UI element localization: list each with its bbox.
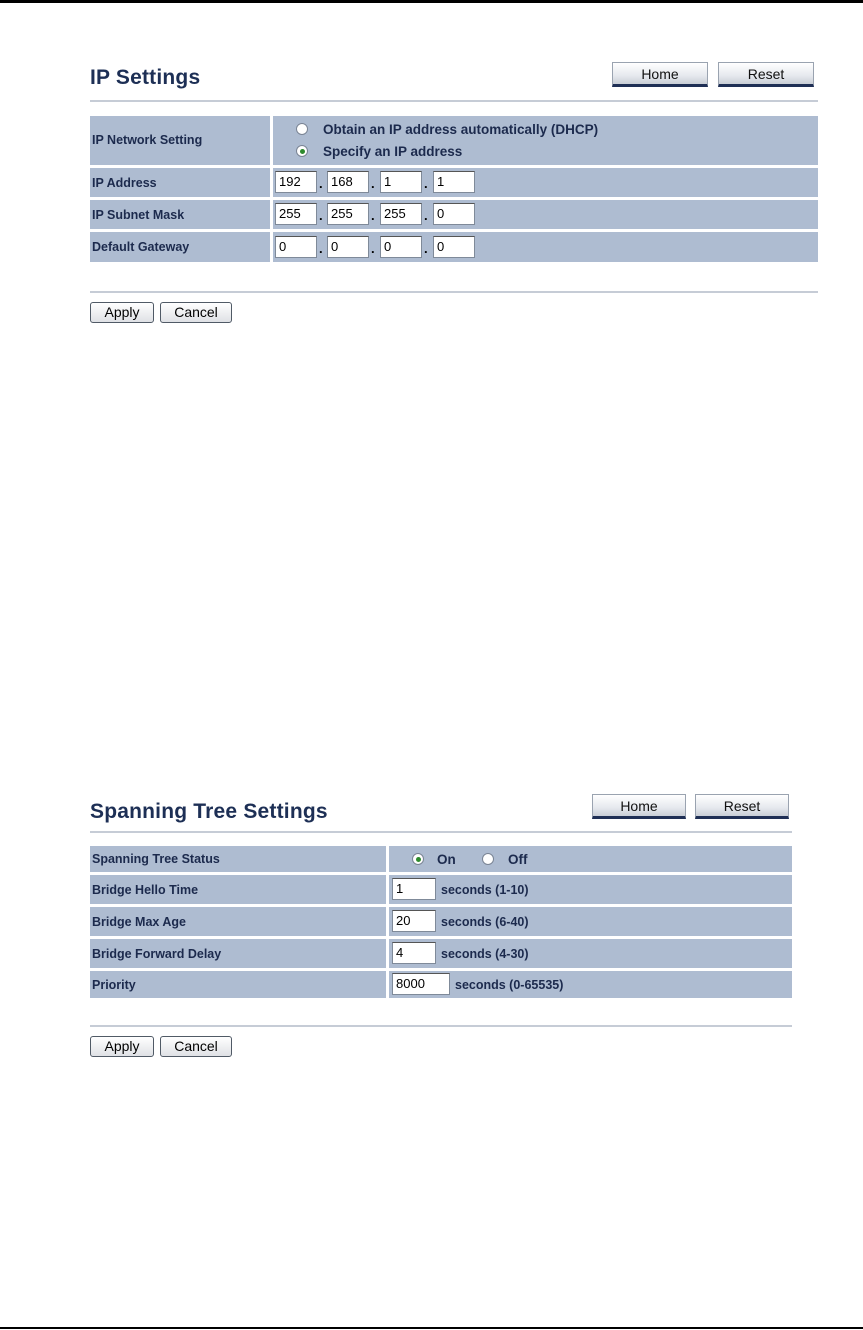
priority-input[interactable]: 8000 bbox=[392, 973, 450, 995]
bridge-hello-time-label: Bridge Hello Time bbox=[92, 883, 199, 897]
spanning-tree-status-label: Spanning Tree Status bbox=[92, 852, 220, 866]
apply-button[interactable]: Apply bbox=[90, 1036, 154, 1057]
subnet-mask-octet-4[interactable]: 0 bbox=[433, 203, 475, 225]
octet-separator: . bbox=[371, 176, 375, 191]
octet-separator: . bbox=[319, 176, 323, 191]
stp-off-label: Off bbox=[508, 852, 528, 867]
table-row bbox=[90, 971, 792, 998]
gateway-octet-3[interactable]: 0 bbox=[380, 236, 422, 258]
max-age-input[interactable]: 20 bbox=[392, 910, 436, 932]
ip-network-setting-label: IP Network Setting bbox=[92, 133, 203, 147]
column-divider bbox=[270, 168, 273, 197]
stp-on-label: On bbox=[437, 852, 456, 867]
bridge-forward-delay-label: Bridge Forward Delay bbox=[92, 947, 222, 961]
page-title: IP Settings bbox=[90, 66, 201, 89]
stp-on-radio[interactable] bbox=[412, 853, 424, 865]
ip-settings-panel bbox=[90, 62, 818, 327]
octet-separator: . bbox=[371, 208, 375, 223]
column-divider bbox=[386, 846, 389, 872]
table-row bbox=[90, 116, 818, 165]
cancel-button[interactable]: Cancel bbox=[160, 302, 232, 323]
column-divider bbox=[386, 907, 389, 936]
cancel-button[interactable]: Cancel bbox=[160, 1036, 232, 1057]
subnet-mask-octet-1[interactable]: 255 bbox=[275, 203, 317, 225]
column-divider bbox=[270, 116, 273, 165]
ip-address-octet-4[interactable]: 1 bbox=[433, 171, 475, 193]
octet-separator: . bbox=[371, 241, 375, 256]
ip-settings-table bbox=[90, 116, 818, 264]
reset-button[interactable]: Reset bbox=[718, 62, 814, 87]
reset-button[interactable]: Reset bbox=[695, 794, 789, 819]
dhcp-option-label: Obtain an IP address automatically (DHCP) bbox=[323, 122, 599, 137]
table-row bbox=[90, 875, 792, 904]
stp-off-radio[interactable] bbox=[482, 853, 494, 865]
page-title: Spanning Tree Settings bbox=[90, 800, 328, 823]
column-divider bbox=[386, 939, 389, 968]
table-row bbox=[90, 846, 792, 872]
column-divider bbox=[270, 200, 273, 229]
table-row bbox=[90, 939, 792, 968]
static-ip-radio[interactable] bbox=[296, 145, 308, 157]
dhcp-radio[interactable] bbox=[296, 123, 308, 135]
octet-separator: . bbox=[319, 241, 323, 256]
spanning-tree-table bbox=[90, 846, 792, 998]
column-divider bbox=[386, 971, 389, 998]
home-button[interactable]: Home bbox=[592, 794, 686, 819]
default-gateway-label: Default Gateway bbox=[92, 240, 190, 254]
ip-address-octet-3[interactable]: 1 bbox=[380, 171, 422, 193]
ip-address-octet-2[interactable]: 168 bbox=[327, 171, 369, 193]
page-top-rule bbox=[0, 0, 863, 3]
subnet-mask-octet-3[interactable]: 255 bbox=[380, 203, 422, 225]
spanning-tree-panel bbox=[90, 794, 792, 1064]
home-button[interactable]: Home bbox=[612, 62, 708, 87]
gateway-octet-1[interactable]: 0 bbox=[275, 236, 317, 258]
priority-label: Priority bbox=[92, 978, 136, 992]
octet-separator: . bbox=[424, 176, 428, 191]
forward-delay-input[interactable]: 4 bbox=[392, 942, 436, 964]
static-ip-option-label: Specify an IP address bbox=[323, 144, 463, 159]
footer-divider bbox=[90, 1025, 792, 1027]
max-age-unit: seconds (6-40) bbox=[441, 915, 529, 929]
table-row bbox=[90, 232, 818, 262]
table-row bbox=[90, 200, 818, 229]
subnet-mask-label: IP Subnet Mask bbox=[92, 208, 185, 222]
title-divider bbox=[90, 100, 818, 102]
gateway-octet-2[interactable]: 0 bbox=[327, 236, 369, 258]
subnet-mask-octet-2[interactable]: 255 bbox=[327, 203, 369, 225]
column-divider bbox=[386, 875, 389, 904]
octet-separator: . bbox=[424, 208, 428, 223]
ip-address-label: IP Address bbox=[92, 176, 157, 190]
footer-divider bbox=[90, 291, 818, 293]
table-row bbox=[90, 168, 818, 197]
ip-address-octet-1[interactable]: 192 bbox=[275, 171, 317, 193]
table-row bbox=[90, 907, 792, 936]
octet-separator: . bbox=[319, 208, 323, 223]
forward-delay-unit: seconds (4-30) bbox=[441, 947, 529, 961]
apply-button[interactable]: Apply bbox=[90, 302, 154, 323]
page-bottom-rule bbox=[0, 1327, 863, 1329]
column-divider bbox=[270, 232, 273, 262]
title-divider bbox=[90, 831, 792, 833]
gateway-octet-4[interactable]: 0 bbox=[433, 236, 475, 258]
priority-unit: seconds (0-65535) bbox=[455, 978, 564, 992]
hello-time-unit: seconds (1-10) bbox=[441, 883, 529, 897]
bridge-max-age-label: Bridge Max Age bbox=[92, 915, 187, 929]
hello-time-input[interactable]: 1 bbox=[392, 878, 436, 900]
octet-separator: . bbox=[424, 241, 428, 256]
